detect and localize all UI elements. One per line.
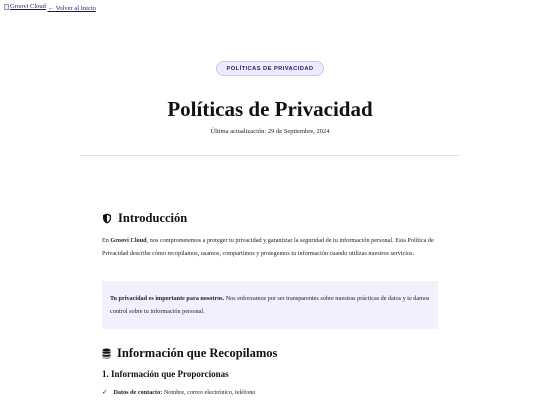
intro-text-post: , nos comprometemos a proteger tu privacidad y garantizar la seguridad de tu información personal. Esta Política de Privacidad describe cómo recopilamos, usamos, compartimos y protegemos tu información cuando utilizas nuestros servicios. <box>102 237 434 257</box>
info-heading <box>102 346 277 361</box>
list-item-content <box>113 389 255 396</box>
last-updated: Última actualización: 29 de Septiembre, 2024 <box>210 128 330 135</box>
check-icon: ✓ <box>102 388 108 396</box>
callout-text: Nos enforzamos por ser transparentes sobre nuestras prácticas de datos y te damos control sobre tu información personal. <box>110 295 430 315</box>
callout-bold: Tu privacidad es importante para nosotros. <box>110 295 225 302</box>
broken-image-icon <box>4 4 9 10</box>
back-home-label: Volver al Inicio <box>55 5 96 12</box>
back-home-link[interactable] <box>48 5 96 12</box>
list-item-label: Datos de contacto: <box>113 388 163 396</box>
intro-paragraph <box>102 235 438 260</box>
logo-alt-text: Groovi Cloud <box>10 3 46 10</box>
brand-name: Groovi Cloud <box>110 237 147 244</box>
divider <box>80 155 460 156</box>
database-icon <box>102 348 111 359</box>
list-item <box>102 388 255 396</box>
privacy-callout <box>102 281 438 329</box>
intro-heading <box>102 211 187 226</box>
logo-link[interactable] <box>4 3 46 11</box>
top-nav <box>4 3 96 13</box>
intro-heading-text: Introducción <box>118 211 188 225</box>
page-title: Políticas de Privacidad <box>167 97 373 121</box>
arrow-left-icon: ← <box>47 5 55 12</box>
list-item-text: Nombre, correo electrónico, teléfono <box>162 388 256 396</box>
section-badge: POLÍTICAS DE PRIVACIDAD <box>216 61 324 76</box>
shield-icon <box>102 213 112 224</box>
intro-text-pre: En <box>102 237 111 244</box>
info-heading-text: Información que Recopilamos <box>117 346 278 360</box>
info-subheading: 1. Información que Proporcionas <box>102 369 229 379</box>
